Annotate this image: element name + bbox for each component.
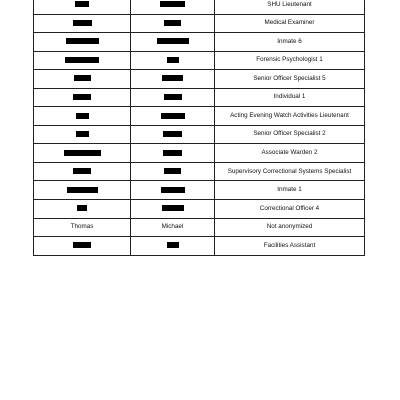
redaction-bar [67, 187, 98, 193]
first-name-cell [34, 125, 131, 144]
redaction-bar [162, 205, 184, 211]
redaction-bar [167, 57, 179, 63]
redaction-bar [65, 57, 99, 63]
redaction-bar [76, 113, 89, 119]
first-name-cell [34, 107, 131, 126]
first-name-cell [34, 181, 131, 200]
role-cell: Senior Officer Specialist 2 [215, 125, 365, 144]
table-row [34, 107, 365, 126]
last-name-cell [131, 162, 215, 181]
first-name-cell [34, 14, 131, 33]
last-name-cell [131, 107, 215, 126]
table-row [34, 125, 365, 144]
redaction-bar [76, 131, 89, 137]
table-row [34, 70, 365, 89]
first-name-cell: Thomas [34, 218, 131, 237]
redaction-bar [164, 94, 182, 100]
last-name-cell [131, 70, 215, 89]
first-name-cell [34, 51, 131, 70]
redaction-bar [74, 75, 91, 81]
first-name-cell [34, 33, 131, 52]
first-name-cell [34, 70, 131, 89]
table-body [34, 0, 365, 255]
first-name-cell [34, 200, 131, 219]
redaction-bar [75, 1, 89, 7]
redaction-bar [161, 187, 185, 193]
role-cell: Inmate 6 [215, 33, 365, 52]
redaction-bar [164, 168, 181, 174]
last-name-cell [131, 200, 215, 219]
table-row [34, 33, 365, 52]
redaction-bar [164, 20, 181, 26]
redaction-bar [167, 242, 179, 248]
table-row [34, 237, 365, 256]
last-name-cell [131, 125, 215, 144]
role-cell: Forensic Psychologist 1 [215, 51, 365, 70]
role-cell: Correctional Officer 4 [215, 200, 365, 219]
redaction-bar [73, 20, 92, 26]
first-name-cell [34, 237, 131, 256]
last-name-cell [131, 0, 215, 14]
role-cell: Not anonymized [215, 218, 365, 237]
redaction-bar [73, 242, 91, 248]
role-cell: Individual 1 [215, 88, 365, 107]
role-cell: Associate Warden 2 [215, 144, 365, 163]
role-cell: Facilities Assistant [215, 237, 365, 256]
role-cell: Acting Evening Watch Activities Lieutenant [215, 107, 365, 126]
role-cell: Senior Officer Specialist 5 [215, 70, 365, 89]
redaction-bar [73, 168, 91, 174]
table-row [34, 14, 365, 33]
role-cell: Supervisory Correctional Systems Specialist [215, 162, 365, 181]
role-cell: Medical Examiner [215, 14, 365, 33]
last-name-cell [131, 14, 215, 33]
first-name-cell [34, 88, 131, 107]
name-table [33, 0, 365, 256]
role-cell: SHU Lieutenant [215, 0, 365, 14]
last-name-cell [131, 51, 215, 70]
last-name-cell [131, 181, 215, 200]
last-name-cell [131, 88, 215, 107]
table-row [34, 51, 365, 70]
last-name-cell [131, 33, 215, 52]
redaction-bar [77, 205, 87, 211]
redaction-bar [163, 150, 182, 156]
table-row [34, 200, 365, 219]
redaction-bar [157, 38, 189, 44]
table-row [34, 88, 365, 107]
first-name-cell [34, 144, 131, 163]
table-row [34, 144, 365, 163]
redaction-bar [161, 113, 185, 119]
table-row [34, 0, 365, 14]
first-name-cell [34, 0, 131, 14]
role-cell: Inmate 1 [215, 181, 365, 200]
last-name-cell: Michael [131, 218, 215, 237]
last-name-cell [131, 237, 215, 256]
last-name-cell [131, 144, 215, 163]
table-row [34, 162, 365, 181]
redaction-bar [64, 150, 101, 156]
table-row [34, 218, 365, 237]
redaction-bar [163, 131, 182, 137]
table-row [34, 181, 365, 200]
first-name-cell [34, 162, 131, 181]
redaction-bar [162, 75, 183, 81]
redaction-bar [66, 38, 99, 44]
redaction-bar [73, 94, 91, 100]
redaction-bar [160, 1, 185, 7]
